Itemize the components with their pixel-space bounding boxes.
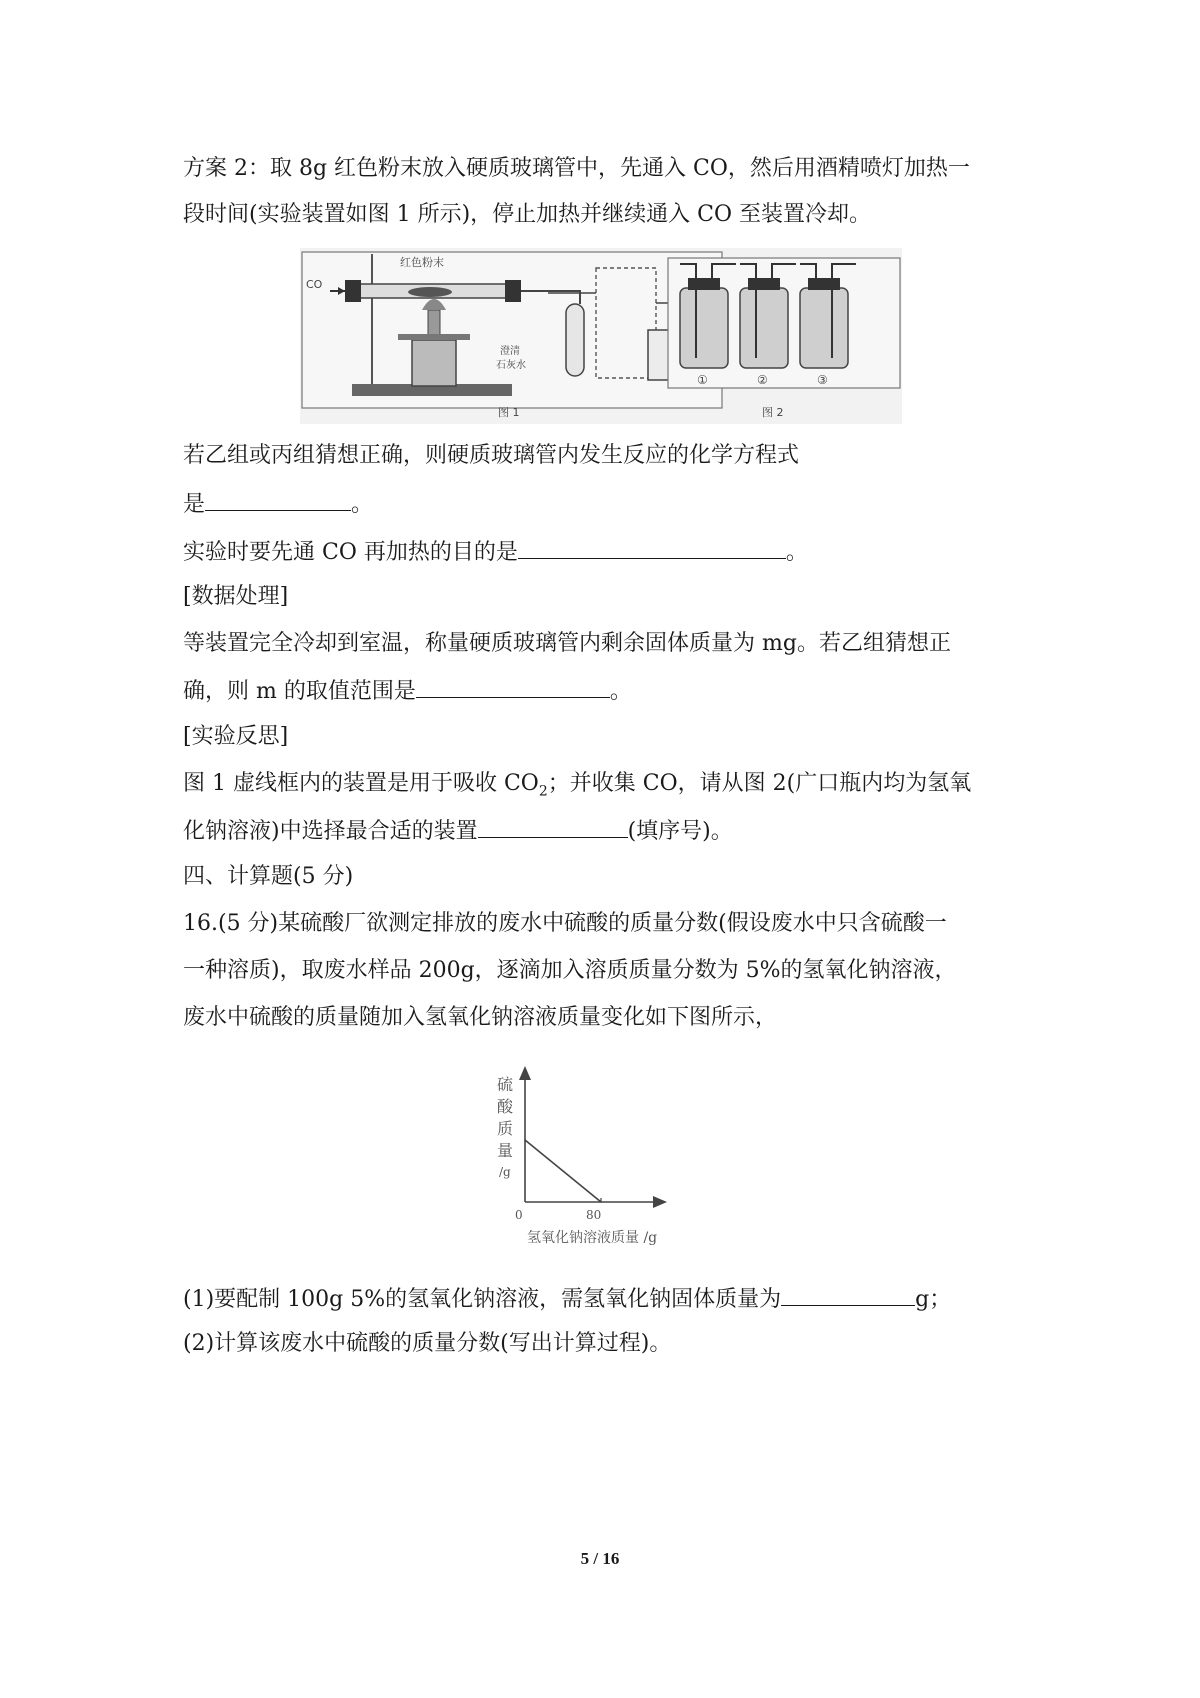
text-fragment: 实验时要先通 CO 再加热的目的是 [183, 540, 518, 565]
text-line: 废水中硫酸的质量随加入氢氧化钠溶液质量变化如下图所示， [183, 1005, 778, 1030]
ylabel-char: 量 [497, 1141, 514, 1160]
label-limewater-2: 石灰水 [496, 360, 526, 371]
bottle-label-1: ① [697, 373, 708, 387]
label-limewater-1: 澄清 [500, 346, 520, 357]
text-line: 16.(5 分)某硫酸厂欲测定排放的废水中硫酸的质量分数(假设废水中只含硫酸一 [183, 911, 947, 936]
text-line [183, 488, 373, 520]
text-line: 方案 2：取 8g 红色粉末放入硬质玻璃管中，先通入 CO，然后用酒精喷灯加热一 [183, 156, 970, 181]
ylabel-char: 硫 [497, 1075, 514, 1094]
text-line [183, 815, 733, 847]
text-line: (2)计算该废水中硫酸的质量分数(写出计算过程)。 [183, 1331, 672, 1356]
text-line: 段时间(实验装置如图 1 所示)，停止加热并继续通入 CO 至装置冷却。 [183, 202, 872, 227]
answer-blank[interactable] [205, 488, 351, 511]
x-axis-arrow [653, 1196, 667, 1208]
bottle-label-3: ③ [817, 373, 828, 387]
text-fragment: 是 [183, 492, 206, 517]
text-fragment: 。 [609, 679, 632, 704]
text-fragment: 确，则 m 的取值范围是 [183, 679, 416, 704]
ylabel-char: 质 [497, 1119, 514, 1138]
x-tick-label: 80 [586, 1208, 602, 1222]
text-line [183, 675, 632, 707]
bottle-label-2: ② [757, 373, 768, 387]
text-fragment: (填序号)。 [627, 819, 733, 844]
answer-blank[interactable] [781, 1283, 915, 1306]
label-powder: 红色粉末 [400, 256, 444, 269]
sulfuric-acid-graph [455, 1062, 715, 1258]
data-point [524, 1139, 526, 1141]
text-fragment: 。 [785, 540, 808, 565]
answer-blank[interactable] [416, 675, 610, 698]
text-fragment: g； [915, 1287, 952, 1312]
text-line [183, 536, 808, 568]
x-axis-label: 氢氧化钠溶液质量 /g [527, 1230, 658, 1246]
series-line [525, 1140, 601, 1202]
label-co: CO [306, 278, 323, 291]
apparatus-figure [300, 248, 902, 424]
section-heading: [实验反思] [183, 724, 289, 749]
caption-figure1: 图 1 [498, 406, 520, 419]
text-line: 等装置完全冷却到室温，称量硬质玻璃管内剩余固体质量为 mg。若乙组猜想正 [183, 631, 951, 656]
ylabel-char: /g [499, 1165, 511, 1179]
answer-blank[interactable] [478, 815, 628, 838]
text-fragment: 化钠溶液)中选择最合适的装置 [183, 819, 478, 844]
text-line: 一种溶质)，取废水样品 200g，逐滴加入溶质质量分数为 5%的氢氧化钠溶液， [183, 958, 957, 983]
text-line [183, 769, 971, 806]
text-line [183, 1283, 951, 1315]
caption-figure2: 图 2 [762, 406, 784, 419]
origin-label: 0 [515, 1208, 523, 1222]
section-heading: 四、计算题(5 分) [183, 864, 354, 889]
text-fragment: 图 1 虚线框内的装置是用于吸收 CO [183, 771, 539, 796]
answer-blank[interactable] [518, 536, 786, 559]
text-fragment: (1)要配制 100g 5%的氢氧化钠溶液，需氢氧化钠固体质量为 [183, 1287, 782, 1312]
text-fragment: ；并收集 CO，请从图 2(广口瓶内均为氢氧 [547, 771, 972, 796]
ylabel-char: 酸 [497, 1097, 514, 1116]
text-fragment: 。 [351, 492, 374, 517]
subscript: 2 [538, 783, 548, 800]
section-heading: [数据处理] [183, 584, 289, 609]
y-axis-arrow [519, 1066, 531, 1080]
page-number: 5 / 16 [580, 1549, 620, 1568]
text-line: 若乙组或丙组猜想正确，则硬质玻璃管内发生反应的化学方程式 [183, 443, 800, 468]
